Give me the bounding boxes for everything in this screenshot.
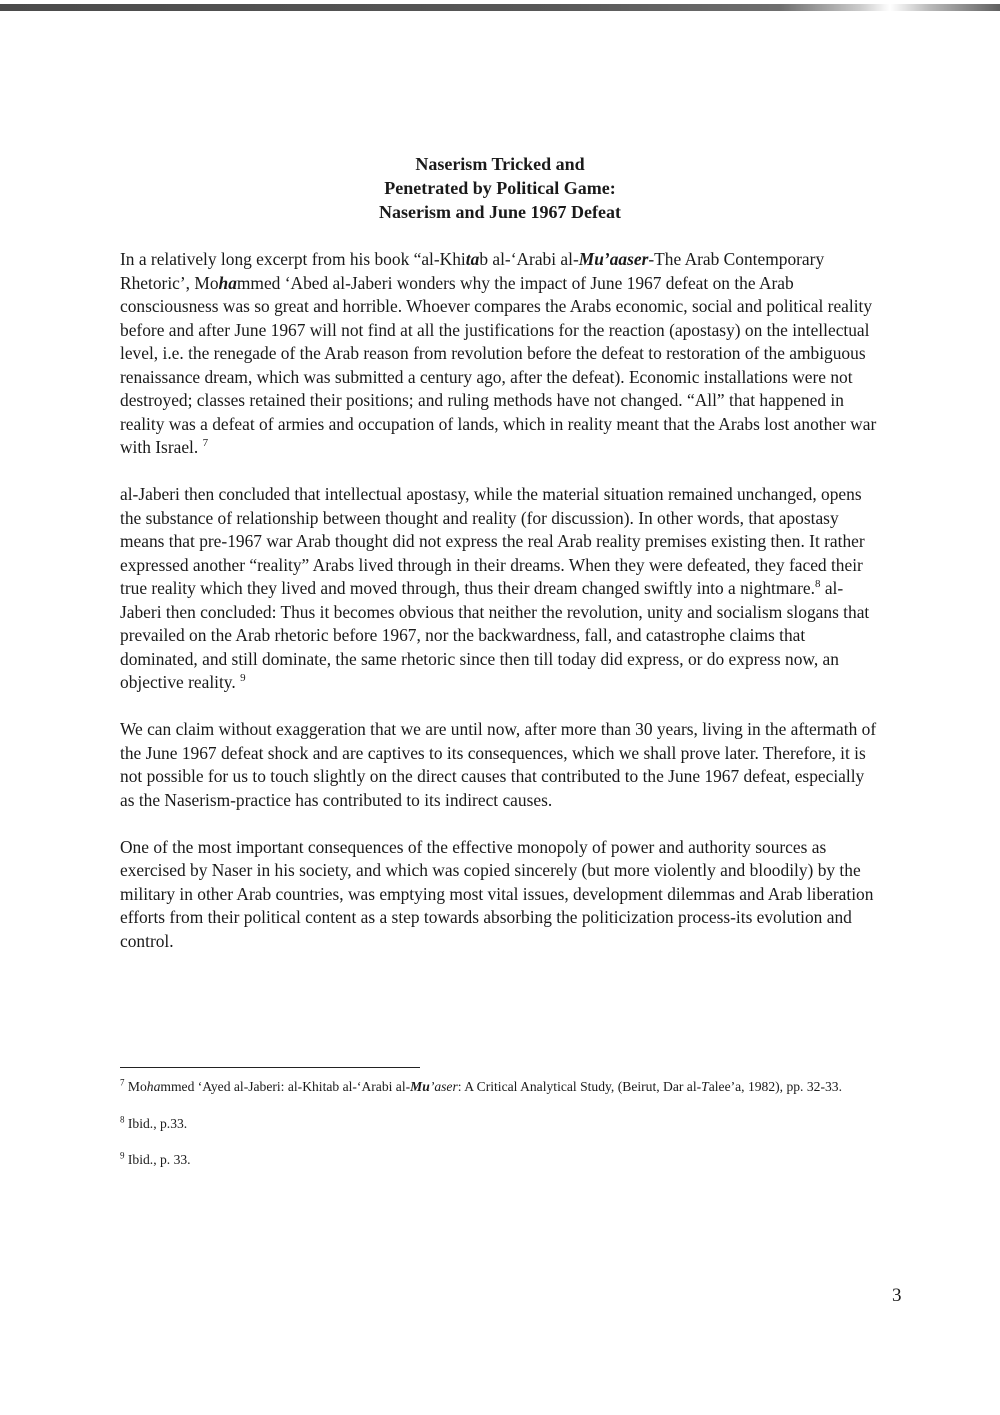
footnote-9: $^9$ Ibid., p. 33. xyxy=(120,1150,191,1167)
title-line-3: Naserism and June 1967 Defeat xyxy=(379,202,621,222)
paragraph-4: One of the most important consequences of the effective monopoly of power and authority sources as exercised by Naser in his society, and which was copied sincerely (but more violently and bloodily) by the military in other Arab countries, was emptying most vital issues, development dilemmas and Arab liberation efforts from their political content as a step towards absorbing the politicization process-its evolution and control. xyxy=(120,836,874,951)
title-line-1: Naserism Tricked and xyxy=(415,154,585,174)
title-line-2: Penetrated by Political Game: xyxy=(384,178,616,198)
footnote-7: $^7$ Mohammed ‘Ayed al-Jaberi: al-Khitab al-‘Arabi al-Mu’aser: A Critical Analytical Study, (Beirut, Dar al-Talee’a, 1982), pp. 32-33. xyxy=(120,1077,842,1094)
scan-artifact-line xyxy=(0,4,1000,11)
paragraph-3: We can claim without exaggeration that we are until now, after more than 30 years, living in the aftermath of the June 1967 defeat shock and are captives to its consequences, which we shall prove later. Therefore, it is not possible for us to touch slightly on the direct causes that contributed to the June 1967 defeat, especially as the Naserism-practice has contributed to its indirect causes. xyxy=(120,719,877,810)
page-number: 3 xyxy=(892,1285,902,1306)
page-title xyxy=(120,152,880,224)
paragraph-2: al-Jaberi then concluded that intellectual apostasy, while the material situation remained unchanged, opens the substance of relationship between thought and reality (for discussion). In other words, that apostasy means that pre-1967 war Arab thought did not express the real Arab reality premises existing then. It rather expressed another “reality” Arabs lived through in their dreams. When they were defeated, they faced their true reality which they lived and moved through, thus their dream changed swiftly into a nightmare.$^8$ al-Jaberi then concluded: Thus it becomes obvious that neither the revolution, unity and socialism slogans that prevailed on the Arab rhetoric before 1967, nor the backwardness, fall, and catastrophe claims that dominated, and still dominate, the same rhetoric since then till today did express, or do express now, an objective reality. $^9$ xyxy=(120,484,870,692)
footnote-8: $^8$ Ibid., p.33. xyxy=(120,1113,188,1131)
footnote-ref-8: 8 xyxy=(814,578,821,591)
body-text xyxy=(120,248,880,977)
footnote-ref-9: 9 xyxy=(240,672,246,685)
paragraph-1: In a relatively long excerpt from his book “al-Khitab al-‘Arabi al-Mu’aaser-The Arab Contemporary Rhetoric’, Mohammed ‘Abed al-Jaberi wonders why the impact of June 1967 defeat on the Arab consciousness was so great and horrible. Whoever compares the Arabs economic, social and political reality before and after June 1967 will not find at all the justifications for the reaction (apostasy) on the intellectual level, i.e. the renegade of the Arab reason from revolution before the defeat to restoration of the ambiguous renaissance dream, which was submitted a century ago, after the defeat). Economic installations were not destroyed; classes retained their positions; and ruling methods have not changed. “All” that happened in reality was a defeat of armies and occupation of lands, which in reality meant that the Arabs lost another war with Israel. $^7$ xyxy=(120,249,877,457)
footnote-ref-7: 7 xyxy=(202,437,209,450)
footnotes xyxy=(120,1078,900,1188)
footnote-separator xyxy=(120,1067,420,1068)
